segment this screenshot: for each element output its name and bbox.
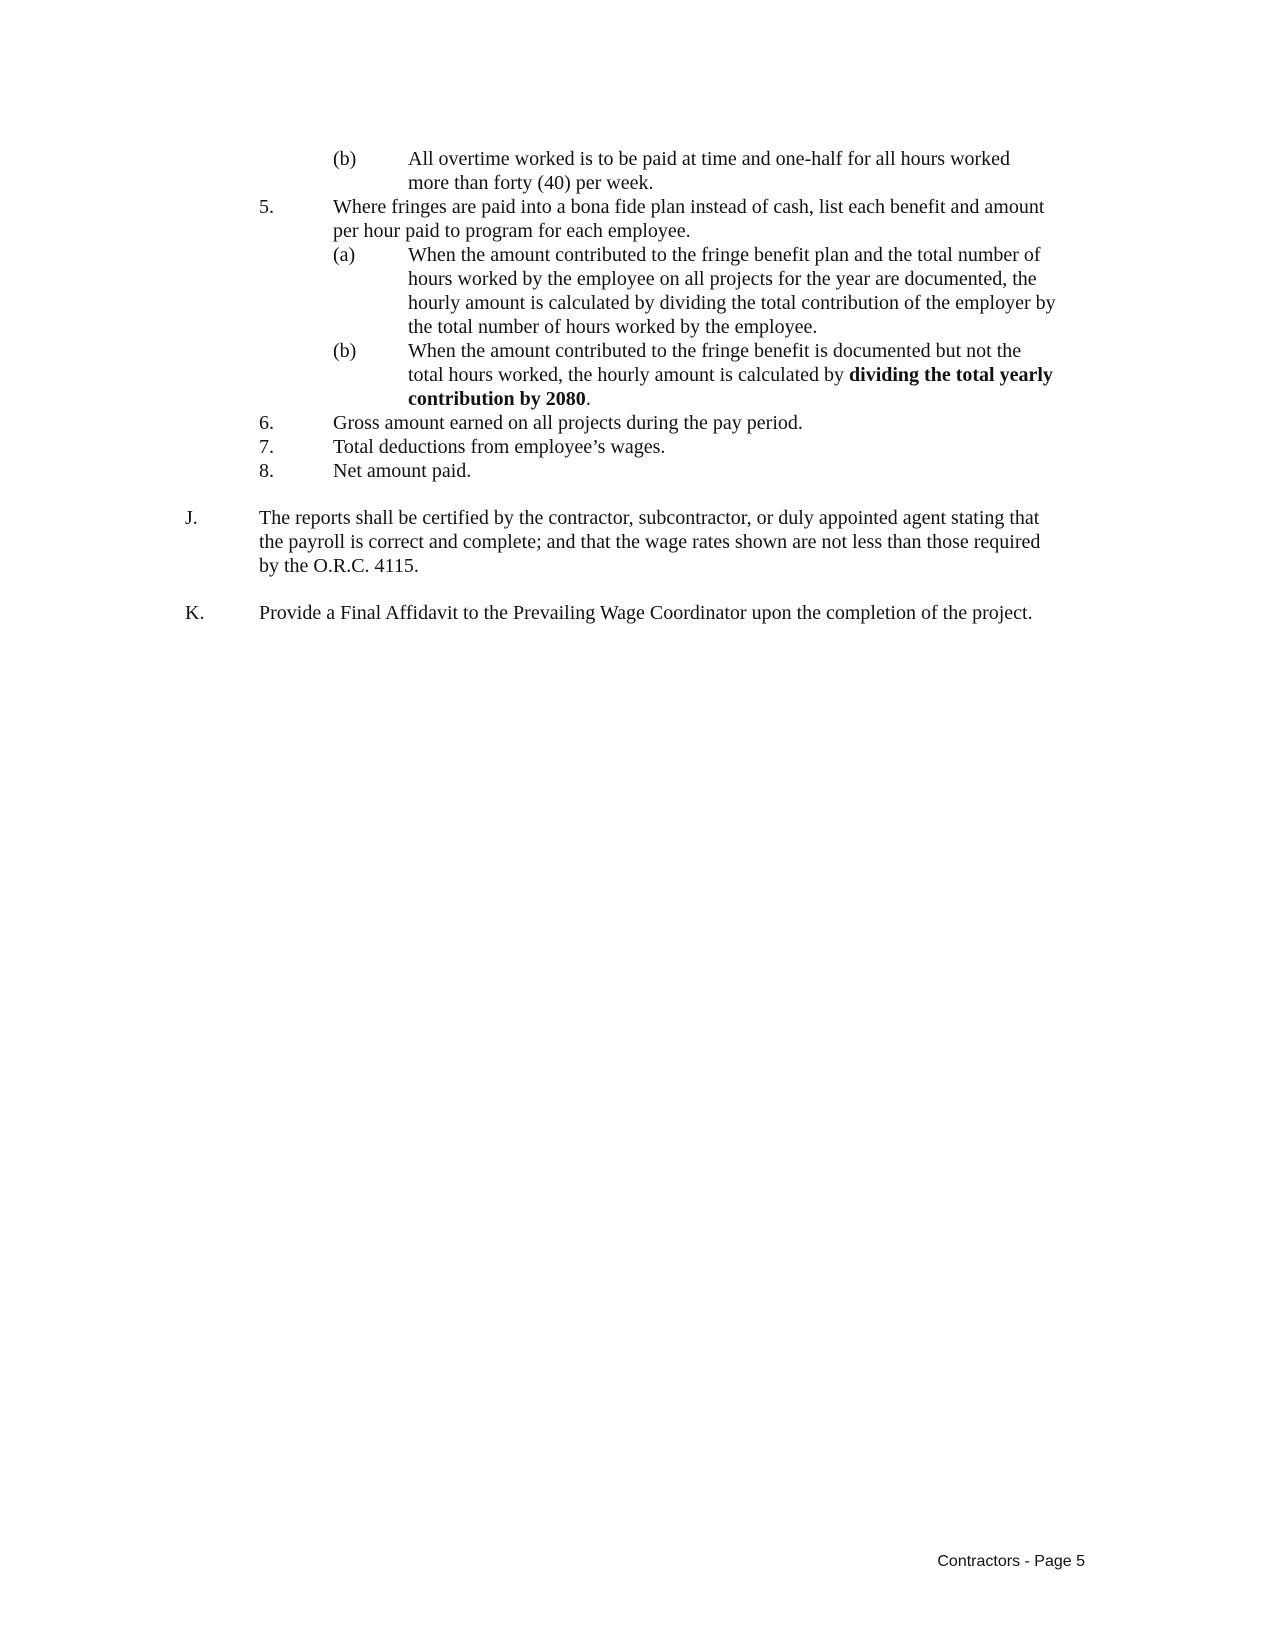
item-8-text: Net amount paid. <box>333 460 472 482</box>
item-5b-line-3-end: . <box>585 388 591 410</box>
item-4b-line-1: All overtime worked is to be paid at time and one-half for all hours worked <box>408 148 1011 170</box>
item-7-text: Total deductions from employee’s wages. <box>333 436 666 458</box>
item-7-marker: 7. <box>259 436 274 458</box>
item-5b-line-1: When the amount contributed to the fringe benefit is documented but not the <box>408 340 1022 362</box>
item-5b-line-3 <box>408 388 591 412</box>
item-5a-line-4: the total number of hours worked by the employee. <box>408 316 818 338</box>
item-5b-line-2-plain: total hours worked, the hourly amount is calculated by <box>408 364 850 386</box>
item-5-marker: 5. <box>259 196 274 218</box>
item-k-marker: K. <box>185 602 205 624</box>
item-4b-line-2: more than forty (40) per week. <box>408 172 654 194</box>
item-j-line-2: the payroll is correct and complete; and that the wage rates shown are not less than those required <box>259 531 1041 553</box>
item-j-line-3: by the O.R.C. 4115. <box>259 555 419 577</box>
item-k-text: Provide a Final Affidavit to the Prevailing Wage Coordinator upon the completion of the project. <box>259 602 1033 624</box>
item-5a-line-3: hourly amount is calculated by dividing the total contribution of the employer by <box>408 292 1056 314</box>
item-5-line-2: per hour paid to program for each employee. <box>333 220 691 242</box>
item-5b-line-3-bold: contribution by 2080 <box>408 388 586 410</box>
item-j-marker: J. <box>185 507 198 529</box>
item-4b-marker: (b) <box>333 148 357 170</box>
item-8-marker: 8. <box>259 460 274 482</box>
item-j-line-1: The reports shall be certified by the contractor, subcontractor, or duly appointed agent stating that <box>259 507 1040 529</box>
item-5-line-1: Where fringes are paid into a bona fide plan instead of cash, list each benefit and amount <box>333 196 1045 218</box>
item-5a-line-1: When the amount contributed to the fringe benefit plan and the total number of <box>408 244 1041 266</box>
page-footer: Contractors - Page 5 <box>937 1553 1085 1570</box>
item-5a-marker: (a) <box>333 244 356 266</box>
item-5b-line-2-bold: dividing the total yearly <box>849 364 1053 386</box>
item-6-marker: 6. <box>259 412 274 434</box>
item-5a-line-2: hours worked by the employee on all projects for the year are documented, the <box>408 268 1037 290</box>
item-5b-line-2 <box>408 364 1053 388</box>
item-6-text: Gross amount earned on all projects during the pay period. <box>333 412 803 434</box>
item-5b-marker: (b) <box>333 340 357 362</box>
